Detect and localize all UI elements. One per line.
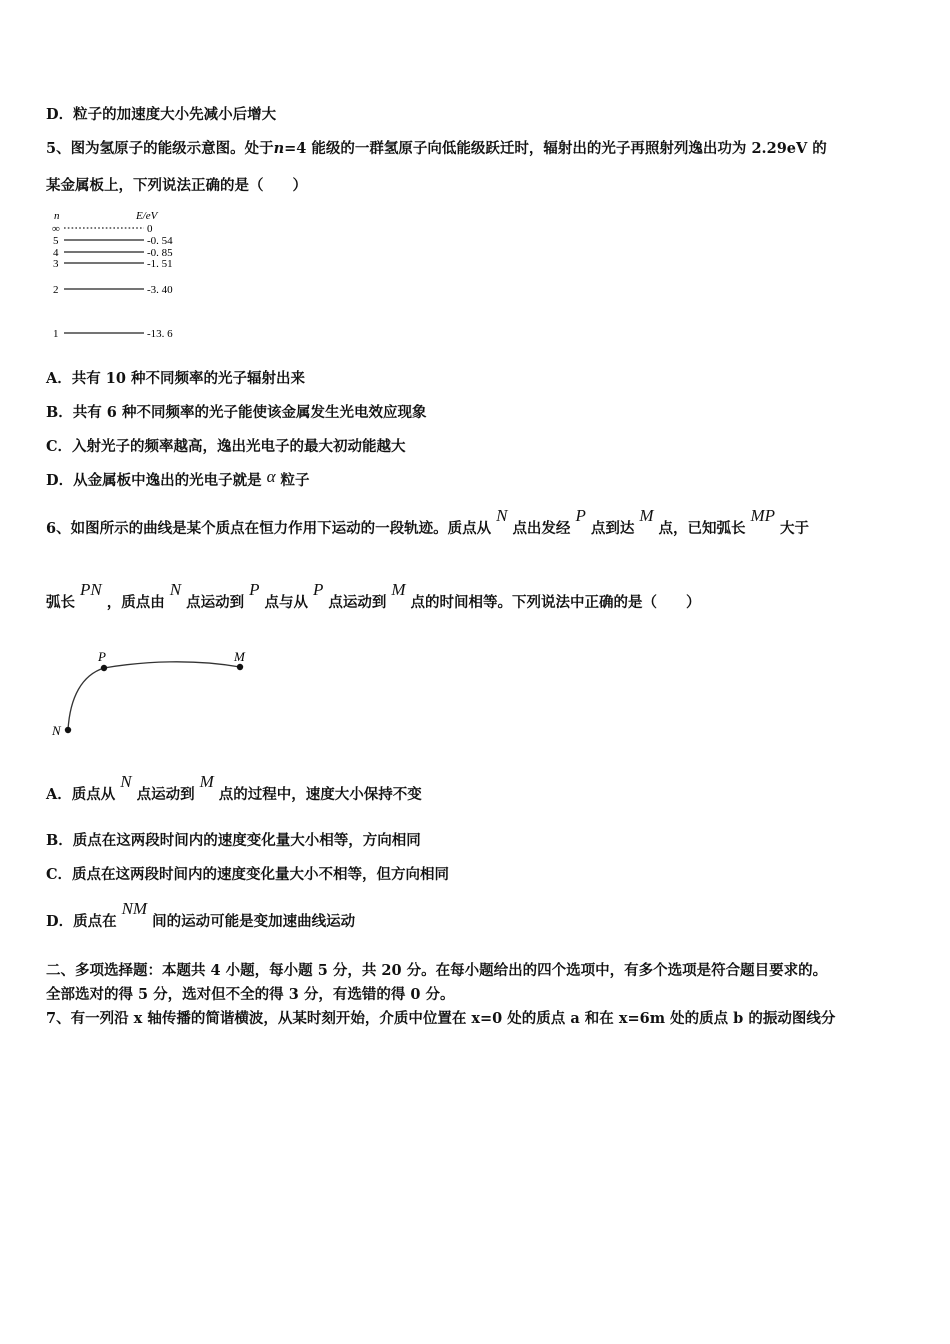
q6-math-p: P [249,580,260,599]
q5-option-b: B．共有 6 种不同频率的光子能使该金属发生光电效应现象 [46,404,427,421]
q6-text: 点与从 [264,594,308,611]
point-m [237,664,243,670]
level-5-e: -0. 54 [147,235,173,247]
trajectory-figure [44,645,264,745]
q5-stem-line2: 某金属板上，下列说法正确的是（ ） [46,177,307,194]
level-2-n: 2 [53,284,59,296]
q6-math-m: M [199,772,214,791]
q6-text: 间的运动可能是变加速曲线运动 [152,913,356,930]
level-5-n: 5 [53,235,59,247]
q5-option-d-pre: D．从金属板中逸出的光电子就是 [46,472,262,489]
q6-text: 6、如图所示的曲线是某个质点在恒力作用下运动的一段轨迹。质点从 [46,520,492,537]
q6-text: A．质点从 [46,786,116,803]
q6-math-n: N [169,580,182,599]
level-inf-n: ∞ [52,223,60,235]
q5-stem-line1 [46,137,827,158]
q6-text: 点的过程中，速度大小保持不变 [218,786,422,803]
q6-math-p: P [575,506,586,525]
point-n [65,727,71,733]
q7-stem-line1: 7、有一列沿 x 轴传播的简谐横波，从某时刻开始，介质中位置在 x=0 处的质点 a 和在 x=6m 处的质点 b 的振动图线分 [46,1010,836,1027]
q6-math-nm: NM [121,899,148,918]
section2-heading-line2: 全部选对的得 5 分，选对但不全的得 3 分，有选错的得 0 分。 [46,986,455,1003]
q6-text: 点的时间相等。下列说法中正确的是（ ） [410,594,701,611]
level-3-e: -1. 51 [147,258,173,270]
point-p [101,665,107,671]
q6-option-a [46,772,422,804]
q5-option-d [46,469,310,490]
level-1-e: -13. 6 [147,328,173,340]
q6-text: D．质点在 [46,913,117,930]
label-p: P [98,649,106,664]
label-m: M [234,649,245,664]
energy-axis-label: E/eV [136,210,158,222]
q6-math-n: N [120,772,132,791]
q6-text: 点出发经 [512,520,571,537]
section2-heading-line1: 二、多项选择题：本题共 4 小题，每小题 5 分，共 20 分。在每小题给出的四个选项中，有多个选项是符合题目要求的。 [46,962,828,979]
q6-text: 点运动到 [186,594,245,611]
n-axis-label: n [54,210,60,222]
q6-math-pn: PN [80,580,102,599]
q6-text: 弧长 [46,594,75,611]
level-4-e: -0. 85 [147,247,173,259]
q6-option-b: B．质点在这两段时间内的速度变化量大小相等，方向相同 [46,832,421,849]
alpha-symbol: α [266,467,276,486]
energy-level-diagram [48,205,198,345]
trajectory-curve [68,662,240,730]
level-1-n: 1 [53,328,59,340]
q5-var-n: n [273,140,285,157]
q6-text: 点运动到 [328,594,387,611]
q6-math-p: P [312,580,324,599]
level-3-n: 3 [53,258,59,270]
q6-text: 大于 [780,520,810,537]
q6-text: 点到达 [590,520,635,537]
q6-stem-line1 [46,506,810,538]
q6-math-n: N [496,506,508,525]
q6-math-m: M [391,580,406,599]
q6-option-c: C．质点在这两段时间内的速度变化量大小不相等，但方向相同 [46,866,450,883]
q6-text: 点运动到 [136,786,195,803]
level-2-e: -3. 40 [147,284,173,296]
q6-math-m: M [639,506,654,525]
q4-option-d: D．粒子的加速度大小先减小后增大 [46,106,277,123]
q5-stem-pre: 5、图为氢原子的能级示意图。处于 [46,140,274,157]
q5-option-c: C．入射光子的频率越高，逸出光电子的最大初动能越大 [46,438,406,455]
q5-option-a: A．共有 10 种不同频率的光子辐射出来 [46,370,306,387]
q6-option-d [46,899,356,931]
q5-option-d-post: 粒子 [280,472,310,489]
q6-math-mp: MP [750,506,776,525]
q6-text: 点，已知弧长 [658,520,746,537]
q5-stem-post: =4 能级的一群氢原子向低能级跃迁时，辐射出的光子再照射列逸出功为 2.29eV 的 [284,140,827,157]
label-n: N [52,723,61,738]
level-inf-e: 0 [147,223,153,235]
level-4-n: 4 [53,247,59,259]
q6-text: ，质点由 [106,594,165,611]
q6-stem-line2 [46,580,701,612]
